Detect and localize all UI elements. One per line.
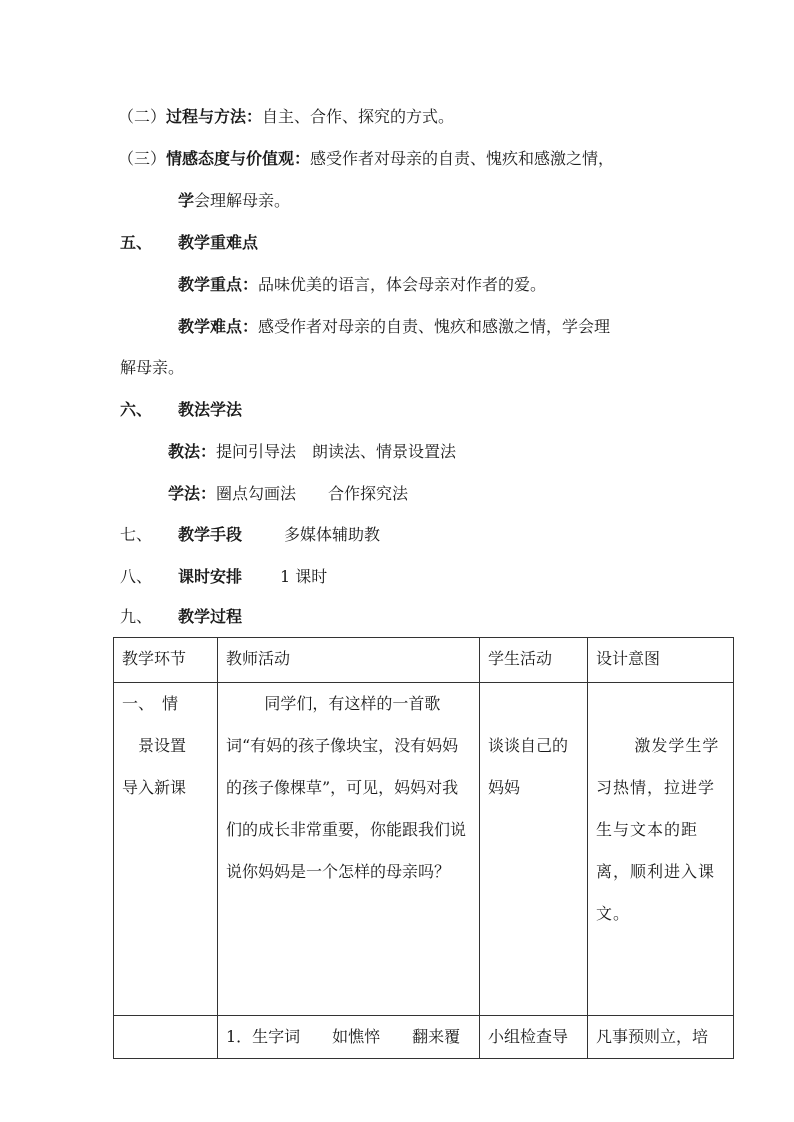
difficult-point-label: 教学难点： [178,317,259,336]
key-point-label: 教学重点： [178,275,259,294]
table-header-row [114,638,734,683]
design-intent-cell [588,683,734,1016]
section-text: 1 课时 [280,567,328,586]
teaching-method-text: 提问引导法 朗读法、情景设置法 [216,442,457,461]
teaching-method [168,441,456,463]
section-title: 教学重难点 [178,233,259,252]
learning-method-text: 圈点勾画法 合作探究法 [216,484,409,503]
design-intent-text: 激发学生学习热情，拉进学生与文本的距离，顺利进入课文。 [596,736,720,923]
section-title: 教学过程 [178,607,243,626]
objective-label: 过程与方法： [166,107,263,126]
section-title: 教法学法 [178,400,243,419]
student-activity-text: 小组检查导 [488,1027,569,1046]
difficult-point [178,316,610,338]
learning-method [168,483,408,505]
section-number: 五、 [120,233,153,252]
header-design-intent: 设计意图 [588,638,734,683]
student-activity-text: 谈谈自己的妈妈 [488,736,569,797]
objective-cont-bold: 学 [178,191,195,210]
teacher-activity-cell [218,683,480,1016]
objective-emotion-cont [178,190,290,212]
section-title: 教学手段 [178,525,243,544]
difficult-point-text: 感受作者对母亲的自责、愧疚和感激之情，学会理 [258,317,611,336]
section5-heading [120,232,258,254]
objective-emotion [118,148,614,170]
student-activity-cell [480,683,588,1016]
objective-process-method [118,106,454,128]
stage-line: 导入新课 [122,778,187,797]
design-intent-text: 凡事预则立，培 [596,1027,709,1046]
section8-heading [120,566,327,588]
stage-cell [114,1016,218,1059]
teacher-activity-cell [218,1016,480,1059]
stage-line: 景设置 [122,736,187,755]
objective-text: 自主、合作、探究的方式。 [262,107,455,126]
objective-label: 情感态度与价值观： [166,149,311,168]
teacher-activity-text: 1．生字词 如憔悴 翻来覆 [226,1027,461,1046]
header-teacher-activity: 教师活动 [218,638,480,683]
objective-text: 感受作者对母亲的自责、愧疚和感激之情， [310,149,615,168]
header-student-activity: 学生活动 [480,638,588,683]
key-point-text: 品味优美的语言，体会母亲对作者的爱。 [258,275,547,294]
section-number: 八、 [120,567,153,586]
student-activity-cell [480,1016,588,1059]
difficult-point-cont: 解母亲。 [120,358,185,377]
section-title: 课时安排 [178,567,243,586]
section6-heading [120,399,242,421]
objective-prefix: （三） [118,149,167,168]
section-number: 七、 [120,525,153,544]
learning-method-label: 学法： [168,484,217,503]
section9-heading [120,606,242,628]
stage-cell [114,683,218,1016]
header-stage: 教学环节 [114,638,218,683]
design-intent-cell [588,1016,734,1059]
section7-heading [120,524,380,546]
teaching-process-table [113,637,734,1059]
section-text: 多媒体辅助教 [284,525,381,544]
section-number: 九、 [120,607,153,626]
stage-line: 一、 情 [122,694,179,713]
key-point [178,274,546,296]
table-row [114,683,734,1016]
table-row [114,1016,734,1059]
section-number: 六、 [120,400,153,419]
objective-cont-text: 会理解母亲。 [194,191,291,210]
teaching-method-label: 教法： [168,442,217,461]
teacher-activity-text: 同学们，有这样的一首歌词“有妈的孩子像块宝，没有妈妈的孩子像棵草”，可见，妈妈对我们的成长非常重要，你能跟我们说说你妈妈是一个怎样的母亲吗？ [226,694,467,881]
objective-prefix: （二） [118,107,167,126]
